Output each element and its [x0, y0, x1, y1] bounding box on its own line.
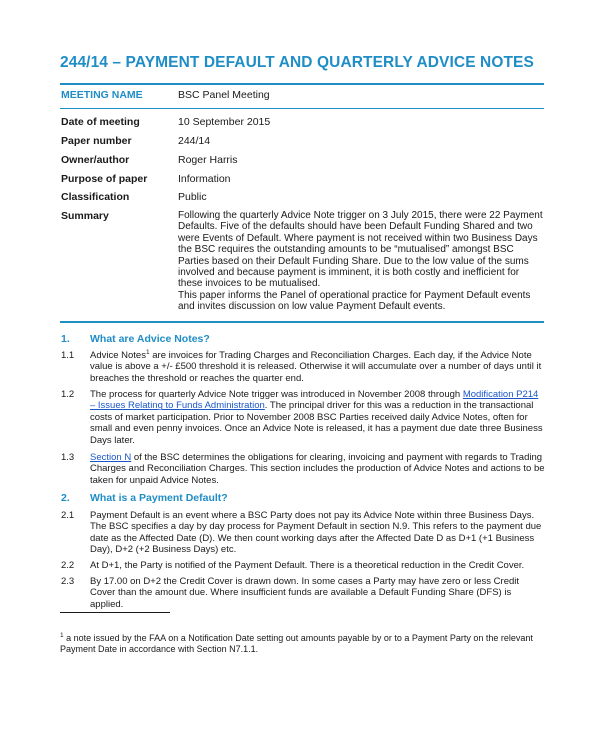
section-1-title: What are Advice Notes?	[90, 333, 210, 345]
footnote-text: a note issued by the FAA on a Notification Date setting out amounts payable by or to a Payment Party on the relevant Payment Date in accordance with Section N7.1.1.	[60, 633, 533, 655]
para-1-2-text-end: . The principal driver for this was a reduction in the transactional costs of market participation. Prior to November 2008 BSC Parties received daily Advice Notes, often for small and even penny invoices. Once an Advice Note is released, it has a payment due date three Business Days later.	[90, 400, 543, 446]
section-n-link[interactable]: Section N	[90, 452, 132, 463]
para-1-3-number: 1.3	[61, 452, 75, 463]
meeting-name-value: BSC Panel Meeting	[178, 89, 270, 101]
date-of-meeting-label: Date of meeting	[61, 116, 140, 128]
classification-label: Classification	[61, 191, 130, 203]
meeting-name-label: MEETING NAME	[61, 89, 143, 101]
footnote-ref[interactable]: 1	[145, 348, 150, 356]
summary-label: Summary	[61, 210, 109, 222]
purpose-of-paper-value: Information	[178, 173, 231, 185]
document-title: 244/14 – PAYMENT DEFAULT AND QUARTERLY ADVICE NOTES	[60, 54, 534, 71]
summary-paragraph-1: Following the quarterly Advice Note trigger on 3 July 2015, there were 22 Payment Defaults. Five of the defaults should have been Default Funding Shared and two were Events of Default. Where payment is not received within two Business Days the BSC requires the outstanding amounts to be “mutualised” amongst BSC Parties based on their Default Funding Share. Due to the low value of the sums involved and because payment is imminent, it is both costly and inefficient for these invoices to be mutualised.	[178, 210, 543, 290]
para-1-2-text-start: The process for quarterly Advice Note trigger was introduced in November 2008 through	[90, 389, 463, 400]
footnote-marker: 1	[60, 632, 64, 639]
section-1-number: 1.	[61, 333, 70, 345]
footnote-divider	[60, 612, 170, 613]
section-2-number: 2.	[61, 492, 70, 504]
date-of-meeting-value: 10 September 2015	[178, 116, 271, 128]
para-1-3-text: of the BSC determines the obligations for clearing, invoicing and payment with regards to Trading Charges and Reconciliation Charges. This section includes the production of Advice Notes and actions to be taken for unpaid Advice Notes.	[90, 452, 545, 486]
para-1-2	[90, 389, 545, 446]
summary-paragraph-2: This paper informs the Panel of operational practice for Payment Default events and invites discussion on low value Payment Default events.	[178, 289, 531, 313]
section-divider	[60, 321, 544, 323]
section-2-title: What is a Payment Default?	[90, 492, 228, 504]
purpose-of-paper-label: Purpose of paper	[61, 173, 148, 185]
para-2-1: Payment Default is an event where a BSC Party does not pay its Advice Note within three Business Days. The BSC specifies a day by day process for Payment Default in section N.9. This refers to the payment due date as the Affected Date (D). We then count working days after the Affected Date D as D+1 (+1 Business Day), D+2 (+2 Business Days) etc.	[90, 510, 542, 556]
para-1-1-number: 1.1	[61, 350, 75, 361]
paper-number-value: 244/14	[178, 135, 211, 147]
para-1-1-text: are invoices for Trading Charges and Reconciliation Charges. Each day, if the Advice Note value is above a +/- £500 threshold it is released. Otherwise it will accumulate over a number of days until it breaches the threshold or reaches the quarter end.	[90, 350, 542, 384]
para-2-1-number: 2.1	[61, 510, 75, 521]
advice-notes-term: Advice Notes	[90, 350, 146, 361]
paper-number-label: Paper number	[61, 135, 132, 147]
para-1-3	[90, 452, 545, 486]
owner-author-value: Roger Harris	[178, 154, 238, 166]
para-2-3-number: 2.3	[61, 576, 75, 587]
para-2-2-number: 2.2	[61, 560, 75, 571]
meeting-divider	[60, 108, 544, 109]
summary-text	[178, 210, 544, 313]
modification-p214-link[interactable]: Modification P214 – Issues Relating to Funds Administration	[90, 389, 539, 412]
para-2-3: By 17.00 on D+2 the Credit Cover is drawn down. In some cases a Party may have zero or less Credit Cover than the amount due. Where insufficient funds are available a Default Funding Share (DFS) is applied.	[90, 576, 520, 610]
para-2-2: At D+1, the Party is notified of the Payment Default. There is a theoretical reduction in the Credit Cover.	[90, 560, 525, 571]
owner-author-label: Owner/author	[61, 154, 130, 166]
title-divider	[60, 83, 544, 85]
classification-value: Public	[178, 191, 207, 203]
para-1-1	[90, 350, 545, 384]
footnote	[60, 633, 545, 655]
para-1-2-number: 1.2	[61, 389, 75, 400]
